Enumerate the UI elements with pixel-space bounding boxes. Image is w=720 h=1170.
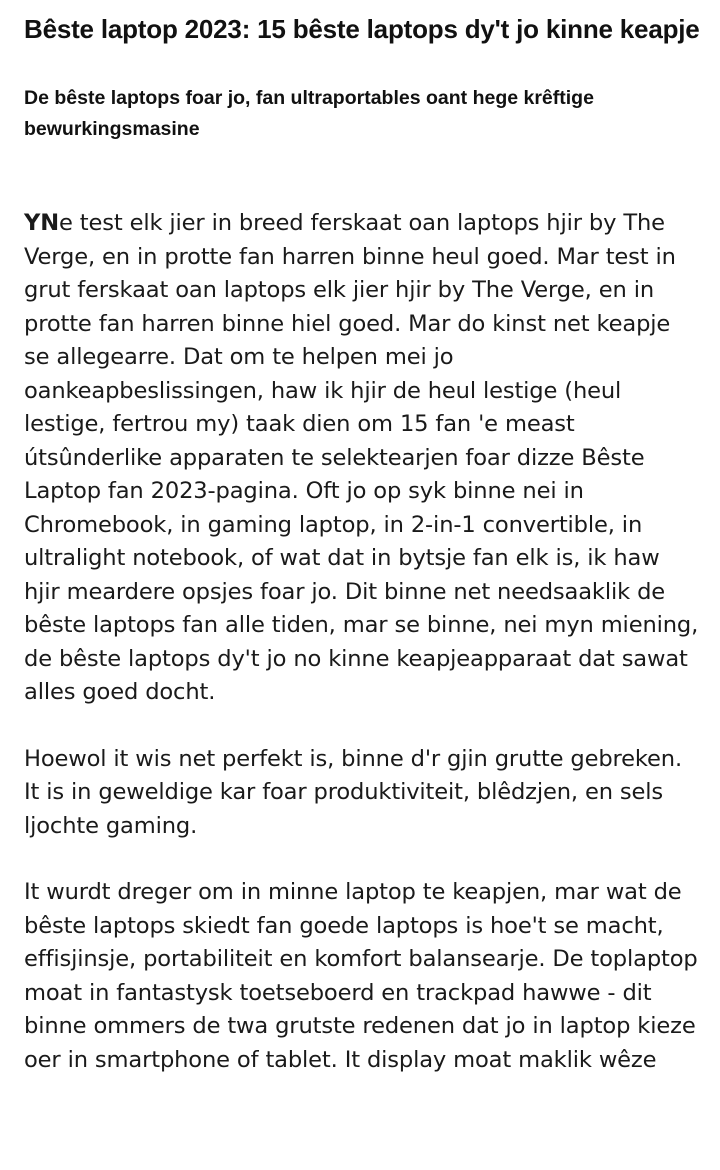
- article-body: [24, 207, 700, 1077]
- paragraph-third: It wurdt dreger om in minne laptop te keapjen, mar wat de bêste laptops skiedt fan goede laptops is hoe't se macht, effisjinsje, portabiliteit en komfort balansearje. De toplaptop moat in fantastysk toetseboerd en trackpad hawwe - dit binne ommers de twa grutste redenen dat jo in laptop kieze oer in smartphone of tablet. It display moat maklik wêze: [24, 879, 698, 1073]
- paragraph-lead-letters: YN: [24, 210, 59, 236]
- article-subtitle: De bêste laptops foar jo, fan ultraportables oant hege krêftige bewurkingsmasine: [24, 87, 594, 140]
- paragraph-second: Hoewol it wis net perfekt is, binne d'r gjin grutte gebreken. It is in geweldige kar foar produktiviteit, blêdzjen, en sels ljochte gaming.: [24, 745, 683, 839]
- article: [24, 12, 700, 1077]
- paragraph-intro: [24, 207, 700, 710]
- paragraph-intro-text: e test elk jier in breed ferskaat oan laptops hjir by The Verge, en in protte fan harren binne heul goed. Mar test in grut ferskaat oan laptops elk jier hjir by The Verge, en in protte fan harren binne hiel goed. Mar do kinst net keapje se allegearre. Dat om te helpen mei jo oankeapbeslissingen, haw ik hjir de heul lestige (heul lestige, fertrou my) taak dien om 15 fan 'e meast útsûnderlike apparaten te selektearjen foar dizze Bêste Laptop fan 2023-pagina. Oft jo op syk binne nei in Chromebook, in gaming laptop, in 2-in-1 convertible, in ultralight notebook, of wat dat in bytsje fan elk is, ik haw hjir meardere opsjes foar jo. Dit binne net needsaaklik de bêste laptops fan alle tiden, mar se binne, nei myn miening, de bêste laptops dy't jo no kinne keapjeapparaat dat sawat alles goed docht.: [24, 210, 699, 705]
- article-title: Bêste laptop 2023: 15 bêste laptops dy't jo kinne keapje: [24, 14, 700, 44]
